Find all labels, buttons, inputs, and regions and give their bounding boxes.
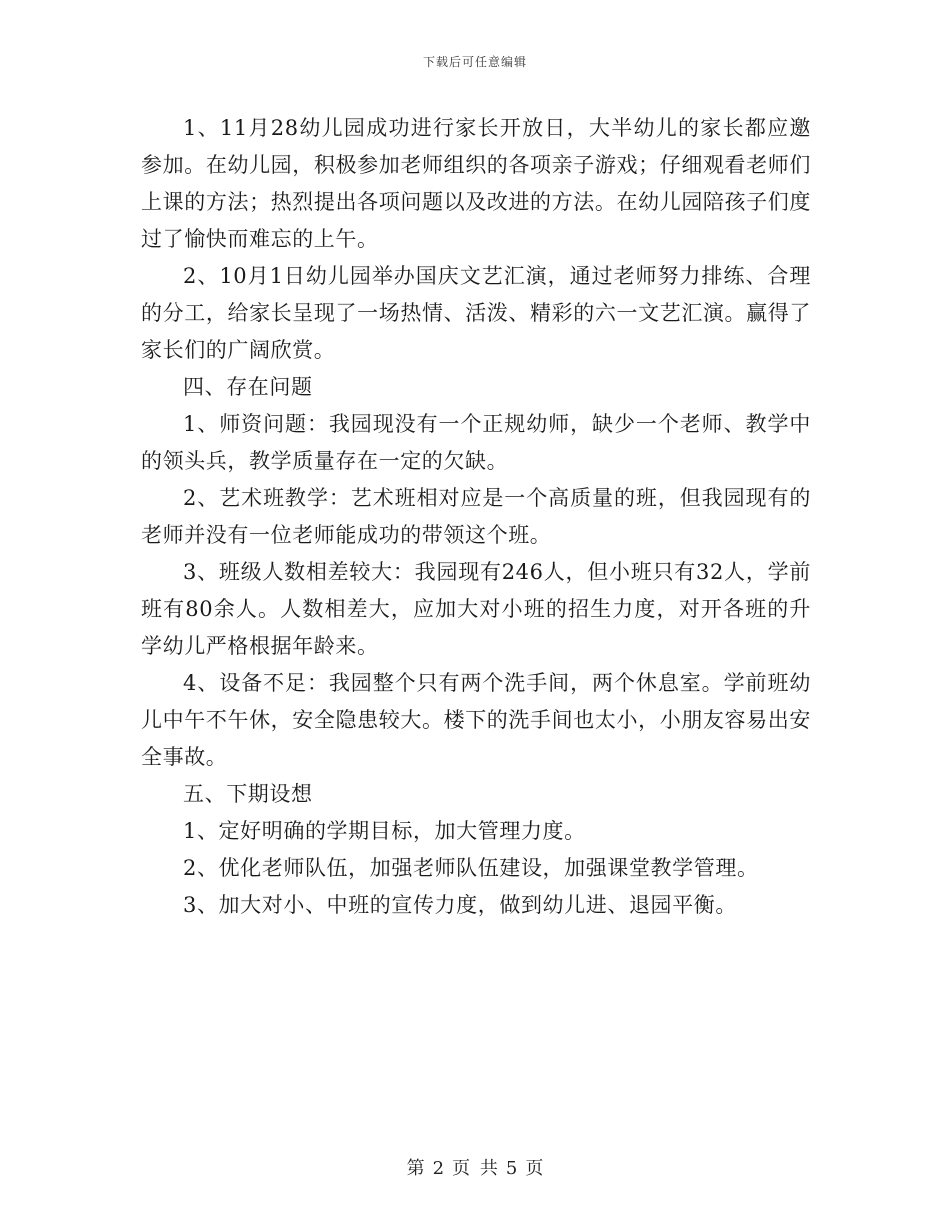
paragraph-plan-goals: 1、定好明确的学期目标，加大管理力度。 — [183, 819, 586, 843]
section-heading-problems: 四、存在问题 — [183, 375, 313, 399]
paragraph-class-size-issue: 3、班级人数相差较大：我园现有246人，但小班只有32人，学前班有80余人。人数相差大，应加大对小班的招生力度，对开各班的升学幼儿严格根据年龄来。 — [141, 560, 811, 658]
paragraph-plan-teachers: 2、优化老师队伍，加强老师队伍建设，加强课堂教学管理。 — [183, 856, 759, 880]
page-mid: 页 共 — [452, 1158, 498, 1179]
page-current: 2 — [432, 1158, 445, 1179]
page-number — [0, 1154, 950, 1180]
page-prefix: 第 — [406, 1158, 425, 1179]
document-body — [141, 110, 811, 924]
paragraph-teacher-issue: 1、师资问题：我园现没有一个正规幼师，缺少一个老师、教学中的领头兵，教学质量存在一定的欠缺。 — [141, 412, 811, 473]
paragraph-art-class-issue: 2、艺术班教学：艺术班相对应是一个高质量的班，但我园现有的老师并没有一位老师能成功的带领这个班。 — [141, 486, 811, 547]
section-heading-next-plan: 五、下期设想 — [183, 782, 313, 806]
paragraph-equipment-issue: 4、设备不足：我园整个只有两个洗手间，两个休息室。学前班幼儿中午不午休，安全隐患较大。楼下的洗手间也太小，小朋友容易出安全事故。 — [141, 671, 811, 769]
page-total: 5 — [505, 1158, 518, 1179]
header-note: 下载后可任意编辑 — [422, 55, 527, 69]
paragraph-open-day: 1、11月28幼儿园成功进行家长开放日，大半幼儿的家长都应邀参加。在幼儿园，积极参加老师组织的各项亲子游戏；仔细观看老师们上课的方法；热烈提出各项问题以及改进的方法。在幼儿园陪孩子们度过了愉快而难忘的上午。 — [141, 116, 811, 251]
paragraph-plan-promotion: 3、加大对小、中班的宣传力度，做到幼儿进、退园平衡。 — [183, 893, 737, 917]
page-suffix: 页 — [525, 1158, 544, 1179]
paragraph-national-day-show: 2、10月1日幼儿园举办国庆文艺汇演，通过老师努力排练、合理的分工，给家长呈现了一场热情、活泼、精彩的六一文艺汇演。赢得了家长们的广阔欣赏。 — [141, 264, 811, 362]
